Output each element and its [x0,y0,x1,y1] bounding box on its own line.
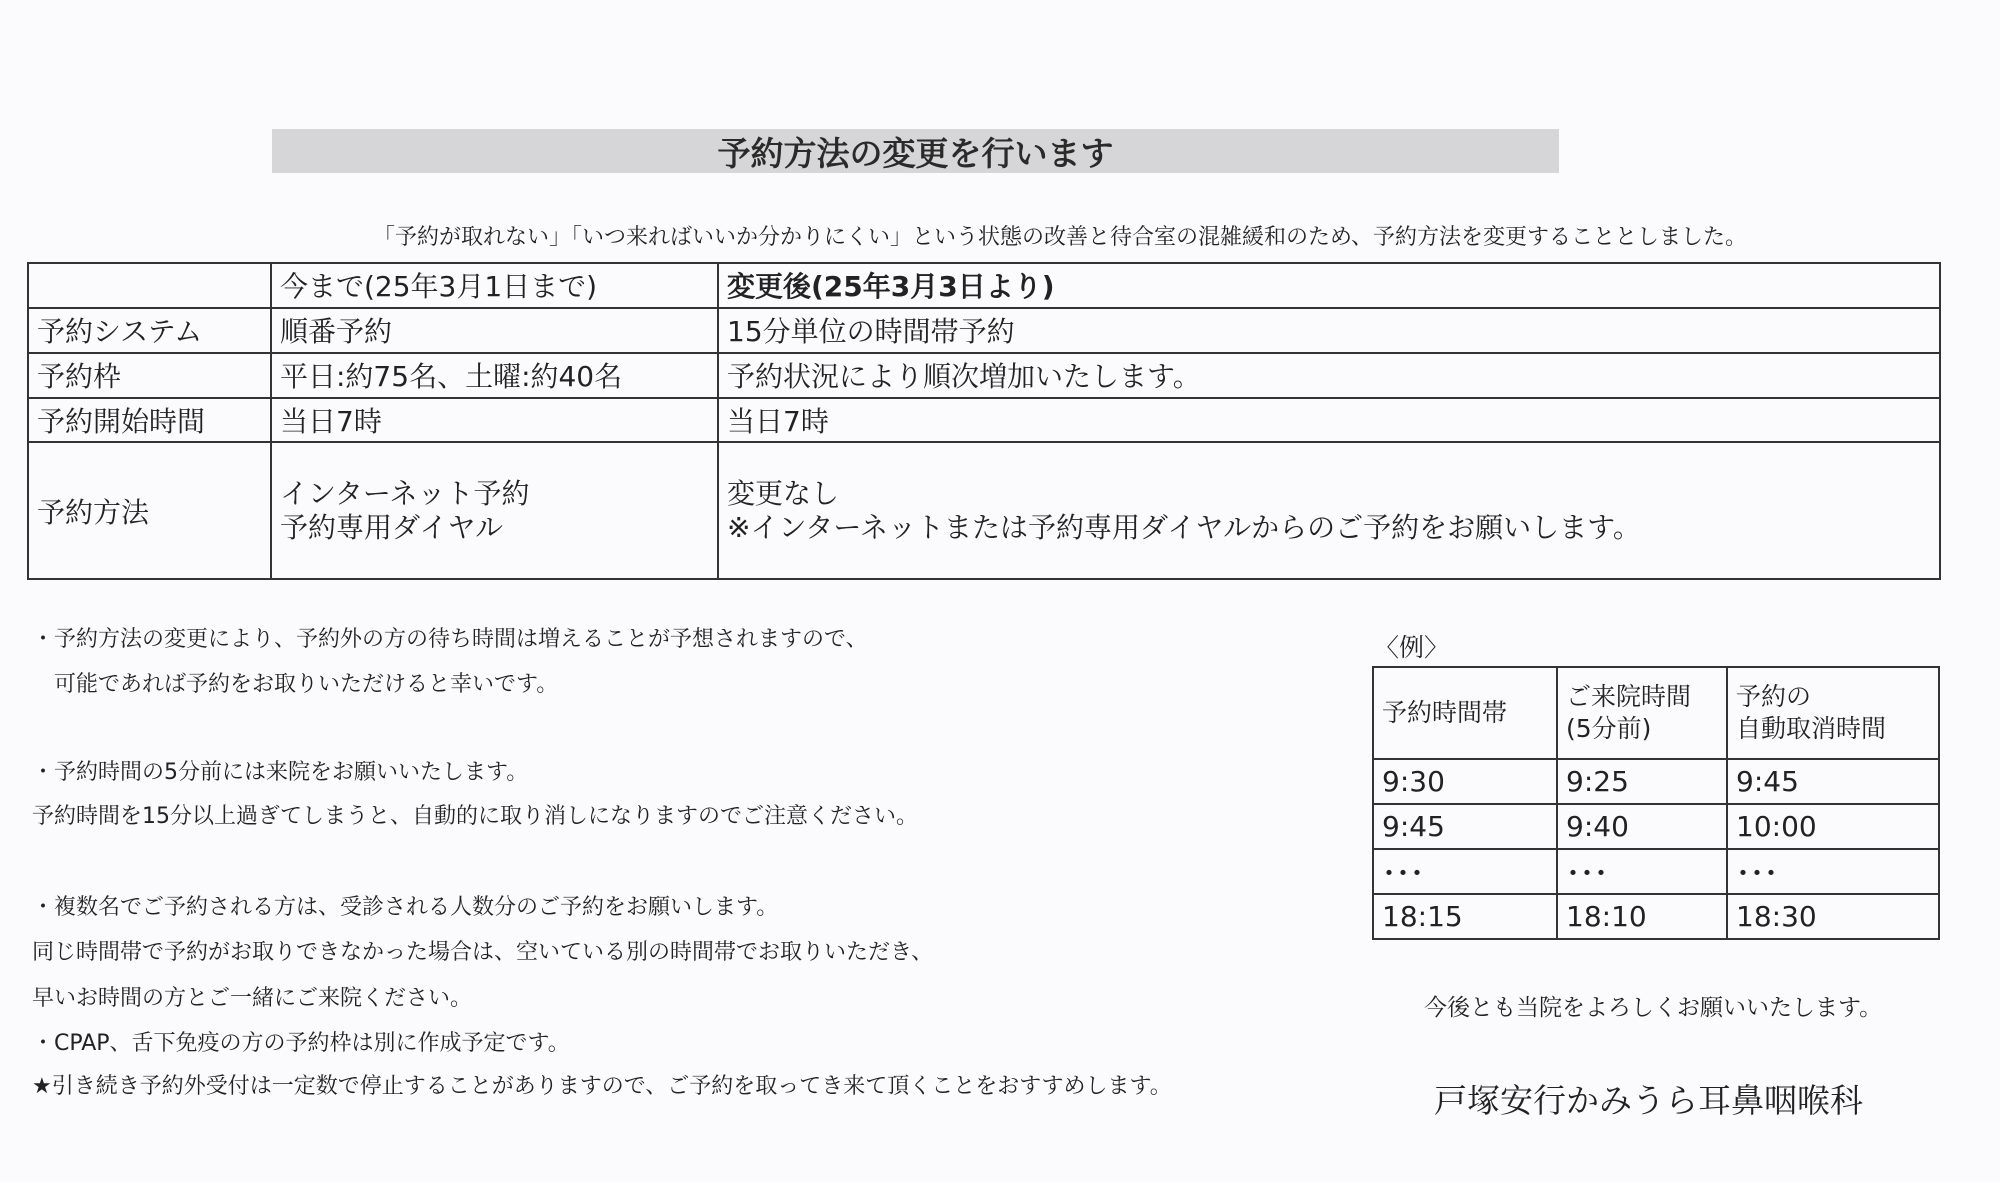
example-cell: ･･･ [1557,849,1727,894]
example-cell: 9:30 [1373,759,1557,804]
note-line: ★引き続き予約外受付は一定数で停止することがありますので、ご予約を取ってき来て頂くことをおすすめします。 [32,1074,1172,1099]
example-header-row [1373,667,1939,759]
note-line: ・CPAP、舌下免疫の方の予約枠は別に作成予定です。 [32,1031,570,1056]
example-cell: 9:25 [1557,759,1727,804]
example-row [1373,759,1939,804]
example-cell: 9:45 [1727,759,1939,804]
example-cell: 9:40 [1557,804,1727,849]
before-cell: 当日7時 [271,398,718,443]
intro-text: 「予約が取れない」「いつ来ればいいか分かりにくい」という状態の改善と待合室の混雑緩和のため、予約方法を変更することとしました。 [372,225,1748,250]
comparison-table [27,262,1941,580]
after-cell: 変更なし ※インターネットまたは予約専用ダイヤルからのご予約をお願いします。 [718,442,1940,579]
example-cell: ･･･ [1373,849,1557,894]
table-row [28,442,1940,579]
example-header-cell: 予約の 自動取消時間 [1727,667,1939,759]
example-table [1372,666,1940,940]
example-header-cell: 予約時間帯 [1373,667,1557,759]
table-row [28,308,1940,353]
closing-text: 今後とも当院をよろしくお願いいたします。 [1424,995,1883,1021]
row-label: 予約枠 [28,353,271,398]
header-cell-before: 今まで(25年3月1日まで) [271,263,718,308]
example-row [1373,804,1939,849]
example-cell: 18:30 [1727,894,1939,939]
example-row [1373,894,1939,939]
after-cell: 当日7時 [718,398,1940,443]
table-header-row [28,263,1940,308]
note-line: ・複数名でご予約される方は、受診される人数分のご予約をお願いします。 [32,895,779,920]
table-row [28,398,1940,443]
row-label: 予約開始時間 [28,398,271,443]
header-cell-empty [28,263,271,308]
example-row [1373,849,1939,894]
header-cell-after: 変更後(25年3月3日より) [718,263,1940,308]
table-row [28,353,1940,398]
example-cell: 9:45 [1373,804,1557,849]
note-line: 予約時間を15分以上過ぎてしまうと、自動的に取り消しになりますのでご注意ください。 [32,804,918,829]
note-line: ・予約方法の変更により、予約外の方の待ち時間は増えることが予想されますので、 [32,627,868,652]
row-label: 予約システム [28,308,271,353]
after-cell: 予約状況により順次増加いたします。 [718,353,1940,398]
example-cell: 10:00 [1727,804,1939,849]
example-header-cell: ご来院時間 (5分前) [1557,667,1727,759]
note-line: 早いお時間の方とご一緒にご来院ください。 [32,986,473,1011]
before-cell: インターネット予約 予約専用ダイヤル [271,442,718,579]
note-line: 可能であれば予約をお取りいただけると幸いです。 [32,672,559,697]
notice-title: 予約方法の変更を行います [272,129,1559,173]
before-cell: 平日:約75名、土曜:約40名 [271,353,718,398]
example-cell: 18:15 [1373,894,1557,939]
before-cell: 順番予約 [271,308,718,353]
example-cell: ･･･ [1727,849,1939,894]
example-label: 〈例〉 [1374,633,1450,662]
after-cell: 15分単位の時間帯予約 [718,308,1940,353]
clinic-name: 戸塚安行かみうら耳鼻咽喉科 [1434,1081,1863,1120]
note-line: ・予約時間の5分前には来院をお願いいたします。 [32,760,529,785]
row-label: 予約方法 [28,442,271,579]
note-line: 同じ時間帯で予約がお取りできなかった場合は、空いている別の時間帯でお取りいただき、 [32,940,934,965]
example-cell: 18:10 [1557,894,1727,939]
